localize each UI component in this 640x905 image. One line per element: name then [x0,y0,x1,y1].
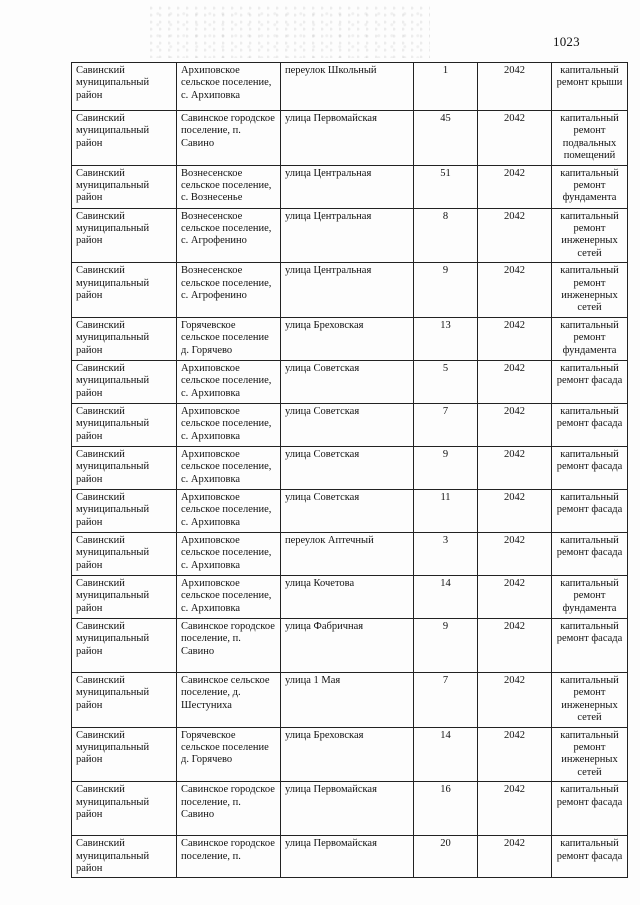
scan-noise [150,6,430,58]
work-type-cell: капитальный ремонт инженерных сетей [552,263,628,318]
settlement-cell: Архиповское сельское поселение, с. Архиповка [177,63,281,111]
house-number-cell: 7 [414,403,478,446]
year-cell: 2042 [478,575,552,618]
district-cell: Савинский муниципальный район [72,111,177,166]
settlement-cell: Архиповское сельское поселение, с. Архиповка [177,403,281,446]
work-type-cell: капитальный ремонт фундамента [552,165,628,208]
settlement-cell: Архиповское сельское поселение, с. Архиповка [177,489,281,532]
street-cell: улица Первомайская [281,836,414,878]
district-cell: Савинский муниципальный район [72,208,177,263]
table-row [72,360,628,403]
work-type-cell: капитальный ремонт инженерных сетей [552,672,628,727]
table-row [72,782,628,836]
year-cell: 2042 [478,111,552,166]
work-type-cell: капитальный ремонт фундамента [552,317,628,360]
year-cell: 2042 [478,446,552,489]
street-cell: улица Центральная [281,208,414,263]
year-cell: 2042 [478,403,552,446]
table-row [72,618,628,672]
house-number-cell: 51 [414,165,478,208]
settlement-cell: Савинское городское поселение, п. Савино [177,782,281,836]
settlement-cell: Вознесенское сельское поселение, с. Агрофенино [177,208,281,263]
settlement-cell: Савинское городское поселение, п. Савино [177,111,281,166]
work-type-cell: капитальный ремонт инженерных сетей [552,208,628,263]
house-number-cell: 9 [414,263,478,318]
settlement-cell: Савинское городское поселение, п. [177,836,281,878]
district-cell: Савинский муниципальный район [72,446,177,489]
table-row [72,575,628,618]
table-row [72,263,628,318]
street-cell: улица Бреховская [281,317,414,360]
year-cell: 2042 [478,782,552,836]
page-number: 1023 [553,34,580,49]
district-cell: Савинский муниципальный район [72,165,177,208]
work-type-cell: капитальный ремонт фундамента [552,575,628,618]
street-cell: улица Советская [281,446,414,489]
house-number-cell: 9 [414,618,478,672]
house-number-cell: 16 [414,782,478,836]
work-type-cell: капитальный ремонт подвальных помещений [552,111,628,166]
district-cell: Савинский муниципальный район [72,618,177,672]
table-row [72,672,628,727]
table-row [72,446,628,489]
street-cell: улица Центральная [281,165,414,208]
district-cell: Савинский муниципальный район [72,532,177,575]
district-cell: Савинский муниципальный район [72,575,177,618]
work-type-cell: капитальный ремонт фасада [552,403,628,446]
table-row [72,532,628,575]
year-cell: 2042 [478,672,552,727]
year-cell: 2042 [478,63,552,111]
settlement-cell: Архиповское сельское поселение, с. Архиповка [177,360,281,403]
district-cell: Савинский муниципальный район [72,782,177,836]
house-number-cell: 13 [414,317,478,360]
district-cell: Савинский муниципальный район [72,317,177,360]
street-cell: улица Советская [281,403,414,446]
house-number-cell: 1 [414,63,478,111]
year-cell: 2042 [478,165,552,208]
year-cell: 2042 [478,317,552,360]
year-cell: 2042 [478,489,552,532]
district-cell: Савинский муниципальный район [72,403,177,446]
house-number-cell: 7 [414,672,478,727]
district-cell: Савинский муниципальный район [72,63,177,111]
table-row [72,836,628,878]
year-cell: 2042 [478,532,552,575]
year-cell: 2042 [478,263,552,318]
district-cell: Савинский муниципальный район [72,672,177,727]
year-cell: 2042 [478,360,552,403]
table-row [72,727,628,782]
settlement-cell: Архиповское сельское поселение, с. Архиповка [177,575,281,618]
year-cell: 2042 [478,208,552,263]
work-type-cell: капитальный ремонт фасада [552,782,628,836]
work-type-cell: капитальный ремонт инженерных сетей [552,727,628,782]
work-type-cell: капитальный ремонт фасада [552,489,628,532]
street-cell: улица Фабричная [281,618,414,672]
street-cell: улица Первомайская [281,111,414,166]
street-cell: улица Центральная [281,263,414,318]
house-number-cell: 8 [414,208,478,263]
house-number-cell: 9 [414,446,478,489]
table-row [72,489,628,532]
work-type-cell: капитальный ремонт фасада [552,618,628,672]
year-cell: 2042 [478,727,552,782]
year-cell: 2042 [478,836,552,878]
street-cell: переулок Аптечный [281,532,414,575]
settlement-cell: Савинское городское поселение, п. Савино [177,618,281,672]
street-cell: улица Первомайская [281,782,414,836]
district-cell: Савинский муниципальный район [72,727,177,782]
work-type-cell: капитальный ремонт фасада [552,360,628,403]
district-cell: Савинский муниципальный район [72,836,177,878]
settlement-cell: Вознесенское сельское поселение, с. Вознесенье [177,165,281,208]
district-cell: Савинский муниципальный район [72,489,177,532]
house-number-cell: 14 [414,727,478,782]
street-cell: улица Кочетова [281,575,414,618]
house-number-cell: 5 [414,360,478,403]
table-row [72,208,628,263]
district-cell: Савинский муниципальный район [72,263,177,318]
house-number-cell: 11 [414,489,478,532]
house-number-cell: 14 [414,575,478,618]
table-row [72,63,628,111]
settlement-cell: Горячевское сельское поселение д. Горячево [177,727,281,782]
street-cell: переулок Школьный [281,63,414,111]
house-number-cell: 45 [414,111,478,166]
year-cell: 2042 [478,618,552,672]
street-cell: улица Советская [281,360,414,403]
street-cell: улица Бреховская [281,727,414,782]
work-type-cell: капитальный ремонт фасада [552,532,628,575]
work-type-cell: капитальный ремонт крыши [552,63,628,111]
settlement-cell: Савинское сельское поселение, д. Шестуниха [177,672,281,727]
table-row [72,403,628,446]
house-number-cell: 20 [414,836,478,878]
street-cell: улица 1 Мая [281,672,414,727]
house-number-cell: 3 [414,532,478,575]
settlement-cell: Архиповское сельское поселение, с. Архиповка [177,446,281,489]
work-type-cell: капитальный ремонт фасада [552,836,628,878]
settlement-cell: Архиповское сельское поселение, с. Архиповка [177,532,281,575]
street-cell: улица Советская [281,489,414,532]
table-row [72,111,628,166]
work-type-cell: капитальный ремонт фасада [552,446,628,489]
settlement-cell: Горячевское сельское поселение д. Горячево [177,317,281,360]
records-table [71,62,628,878]
district-cell: Савинский муниципальный район [72,360,177,403]
records-body [72,63,628,878]
table-row [72,165,628,208]
table-row [72,317,628,360]
settlement-cell: Вознесенское сельское поселение, с. Агрофенино [177,263,281,318]
